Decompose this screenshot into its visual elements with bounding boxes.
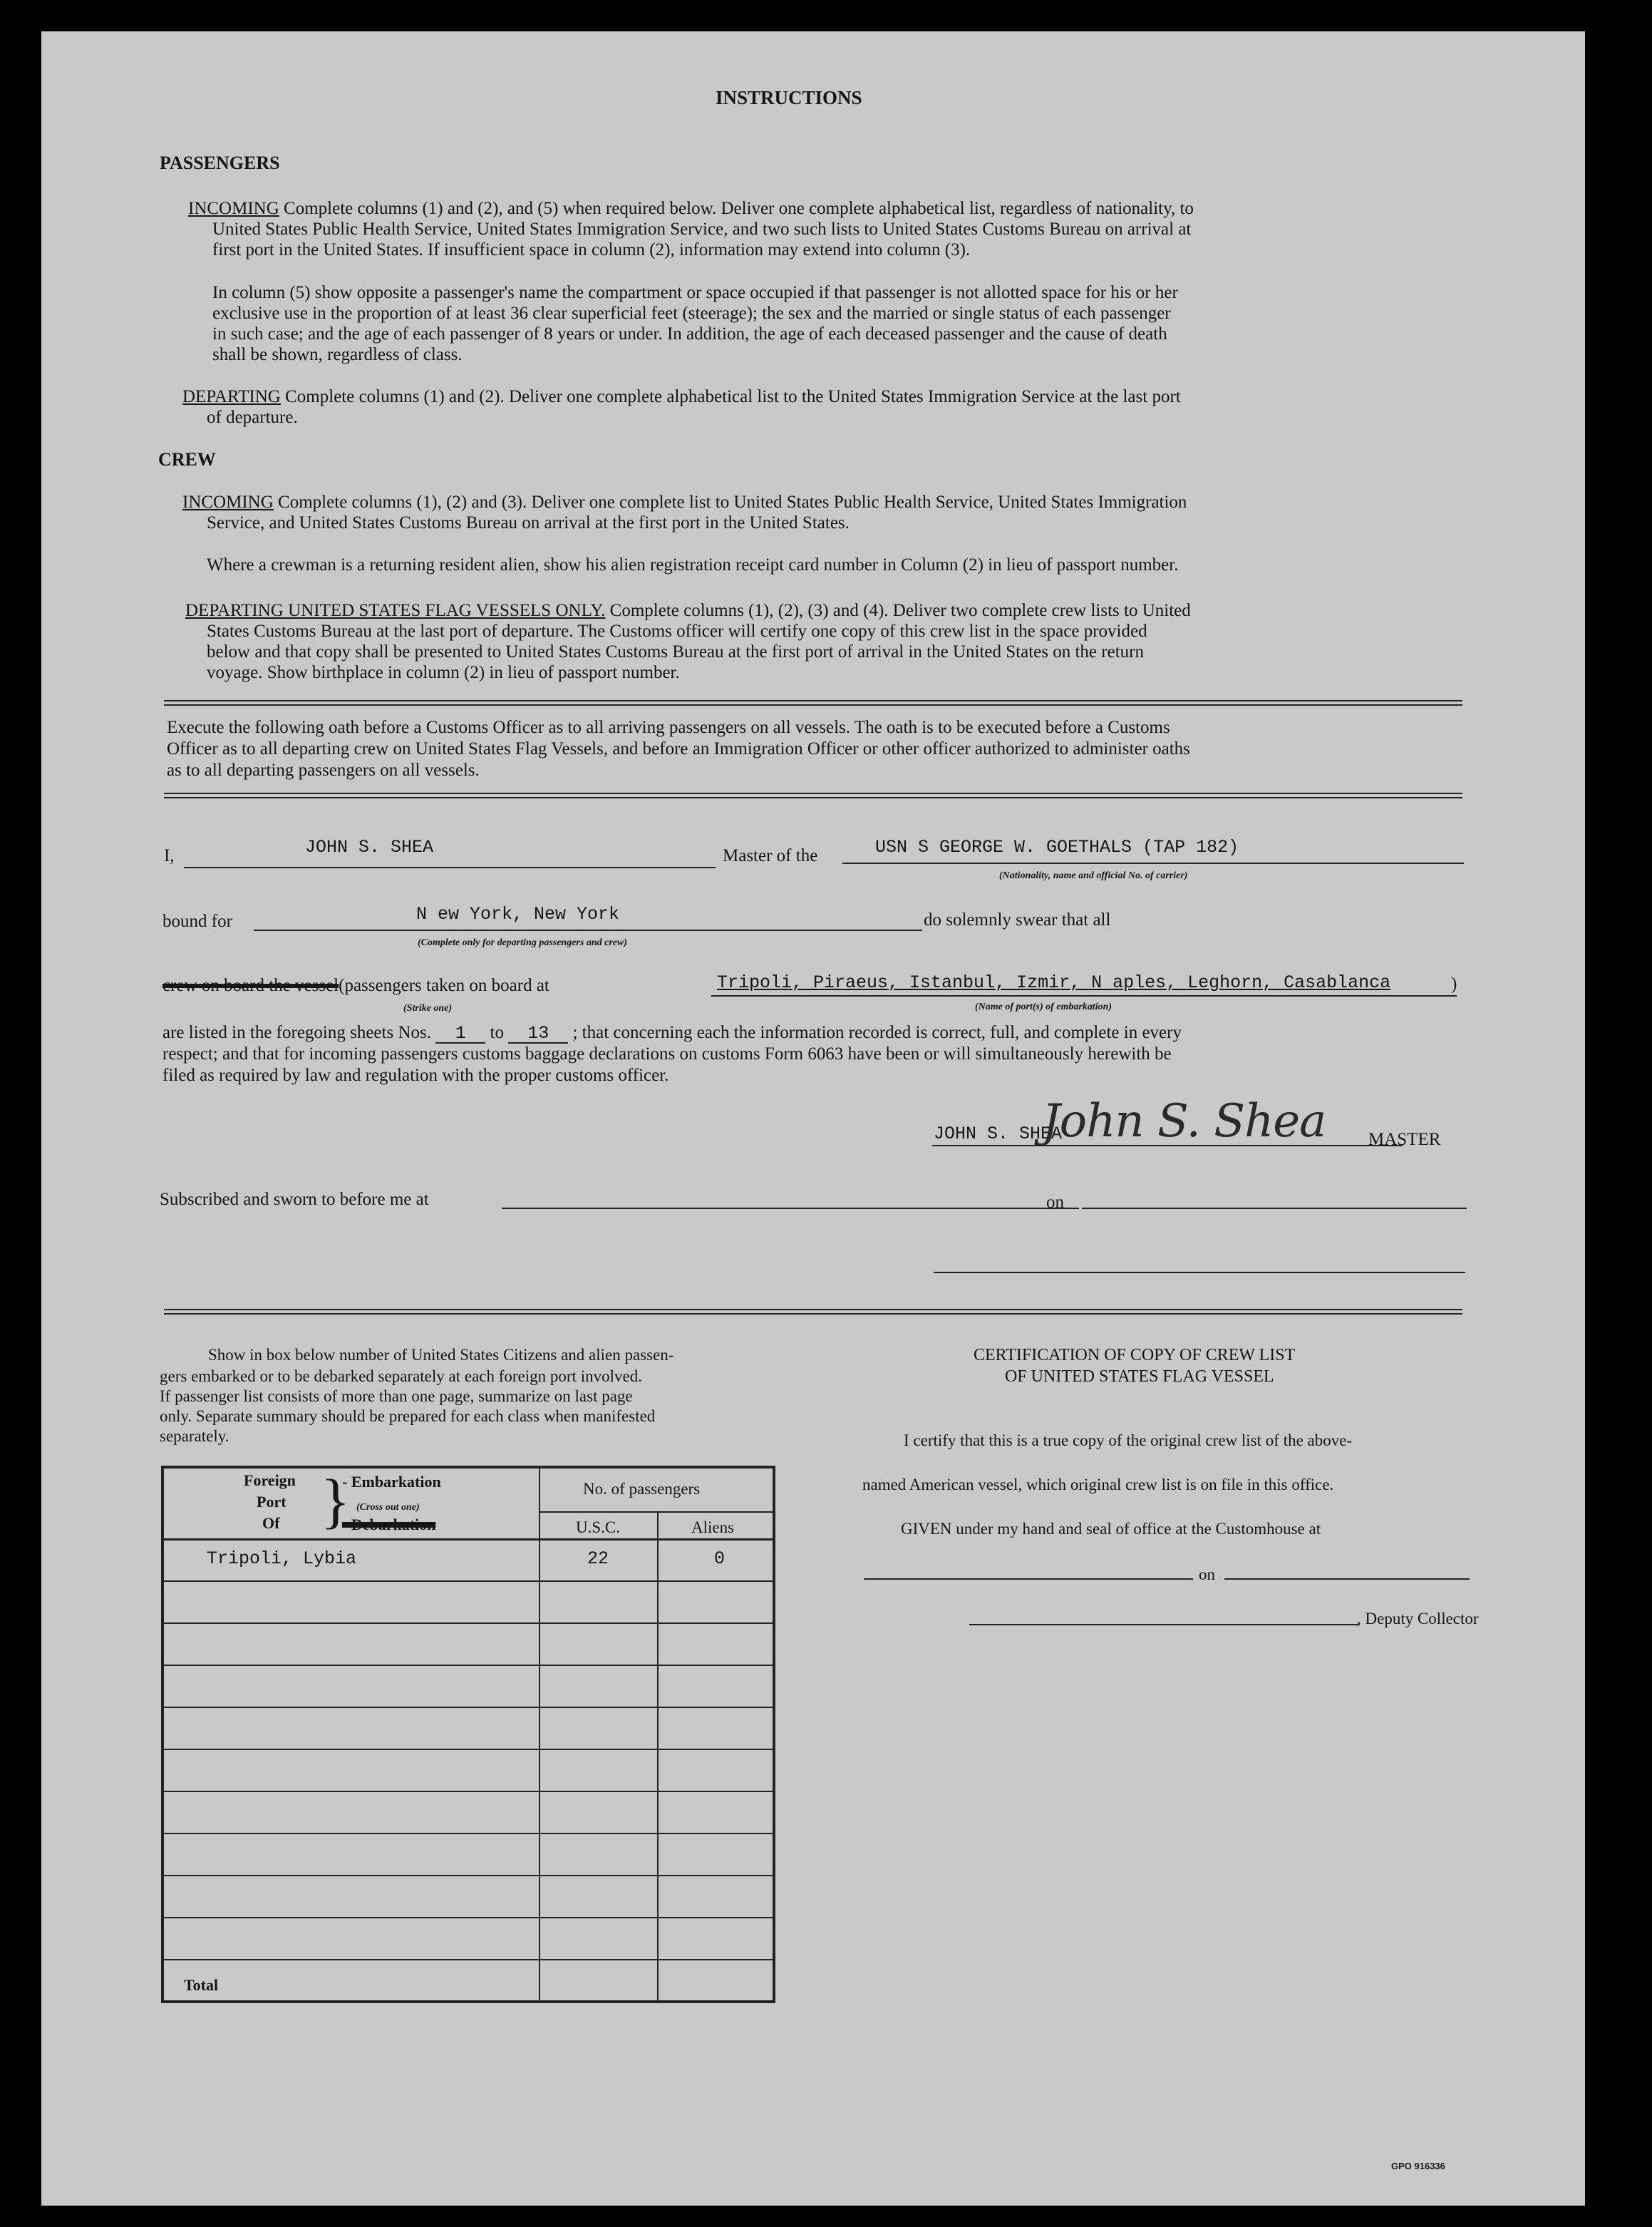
passengers-departing-line-1: DEPARTING Complete columns (1) and (2). Deliver one complete alphabetical list to the United States Immigration Service at the last port (182, 387, 1181, 406)
passengers-incoming-label: INCOMING (188, 199, 279, 218)
foreign-label: Foreign (244, 1471, 296, 1489)
bound-for-field[interactable]: N ew York, New York (416, 904, 620, 925)
master-label: MASTER (1368, 1130, 1441, 1149)
column5-line-2: exclusive use in the proportion of at least 36 clear superficial feet (steerage); the sex and the married or single status of each passenger (212, 304, 1171, 323)
table-row-divider (164, 1959, 773, 1960)
summary-line-5: separately. (160, 1427, 229, 1445)
swear-label: do solemnly swear that all (924, 910, 1111, 930)
divider-3 (164, 1309, 1462, 1315)
embarkation-label: - Embarkation (342, 1473, 441, 1491)
passenger-summary-table (161, 1466, 775, 2003)
table-row (164, 1707, 773, 1749)
column5-line-1: In column (5) show opposite a passenger's name the compartment or space occupied if that passenger is not allotted space for his or her (212, 283, 1178, 302)
deputy-label: , Deputy Collector (1357, 1610, 1479, 1627)
strike-caption: (Strike one) (403, 1003, 453, 1014)
crew-incoming-line-2: Service, and United States Customs Bureau on arrival at the first port in the United States. (207, 513, 850, 533)
bound-for-line (254, 930, 922, 931)
certify-line-1: I certify that this is a true copy of the original crew list of the above- (904, 1431, 1353, 1449)
table-row (164, 1791, 773, 1833)
oath-instructions-line-2: Officer as to all departing crew on United States Flag Vessels, and before an Immigration Officer or other officer authorized to administer oaths (167, 739, 1190, 758)
passengers-header: No. of passengers (583, 1480, 701, 1498)
crew-departing-label: DEPARTING UNITED STATES FLAG VESSELS ONLY. (185, 601, 606, 620)
crew-incoming-line-1: INCOMING Complete columns (1), (2) and (3). Deliver one complete list to United States Public Health Service, United States Immigration (182, 493, 1187, 512)
summary-line-1: Show in box below number of United States Citizens and alien passen- (208, 1346, 674, 1364)
master-name-line (184, 867, 716, 868)
passengers-heading: PASSENGERS (160, 153, 280, 173)
certification-title-2: OF UNITED STATES FLAG VESSEL (1005, 1367, 1274, 1386)
vessel-caption: (Nationality, name and official No. of carrier) (999, 870, 1188, 881)
sheet-to-field[interactable]: 13 (508, 1025, 568, 1044)
ports-close-paren: ) (1451, 974, 1457, 994)
table-row (164, 1622, 773, 1665)
column5-line-3: in such case; and the age of each passenger of 8 years or under. In addition, the age of each deceased passenger and the cause of death (212, 324, 1167, 344)
signature-typed: JOHN S. SHEA (934, 1123, 1063, 1144)
certify-line-2: named American vessel, which original crew list is on file in this office. (862, 1476, 1334, 1493)
column5-line-4: shall be shown, regardless of class. (212, 345, 463, 364)
signature-script: John S. Shea (1042, 1095, 1326, 1148)
debarkation-label: - Debarkation (342, 1516, 436, 1533)
row-usc-cell[interactable]: 22 (587, 1548, 609, 1569)
total-label: Total (184, 1976, 219, 1994)
usc-header: U.S.C. (576, 1518, 620, 1536)
ports-field[interactable]: Tripoli, Piraeus, Istanbul, Izmir, N aples, Leghorn, Casablanca (717, 972, 1391, 993)
crew-departing-line-2: States Customs Bureau at the last port of departure. The Customs officer will certify one copy of this crew list in the space provided (207, 622, 1147, 641)
table-row (164, 1875, 773, 1917)
officer-signature-line (934, 1272, 1465, 1273)
passengers-incoming-line-1: INCOMING Complete columns (1) and (2), and (5) when required below. Deliver one complete alphabetical list, regardless of nationality, to (188, 199, 1194, 218)
row-port-cell[interactable]: Tripoli, Lybia (207, 1548, 357, 1569)
master-name-field[interactable]: JOHN S. SHEA (305, 837, 434, 858)
crew-departing-line-4: voyage. Show birthplace in column (2) in lieu of passport number. (207, 663, 680, 682)
table-row (164, 1917, 773, 1959)
form-page (41, 31, 1585, 2206)
summary-line-2: gers embarked or to be debarked separately at each foreign port involved. (160, 1367, 642, 1385)
i-label: I, (164, 846, 175, 865)
port-label: Port (257, 1493, 286, 1511)
certification-on-label: on (1199, 1565, 1215, 1583)
passengers-departing-label: DEPARTING (182, 387, 281, 406)
customhouse-line (864, 1578, 1193, 1580)
passengers-incoming-line-3: first port in the United States. If insufficient space in column (2), information may extend into column (3). (212, 240, 971, 259)
bound-for-caption: (Complete only for departing passengers and crew) (418, 937, 627, 948)
table-row (164, 1833, 773, 1875)
passengers-incoming-line-2: United States Public Health Service, United States Immigration Service, and two such lists to United States Customs Bureau on arrival at (212, 220, 1192, 239)
subscribed-on-label: on (1046, 1193, 1064, 1212)
row-aliens-cell[interactable]: 0 (714, 1548, 726, 1569)
oath-instructions-line-1: Execute the following oath before a Customs Officer as to all arriving passengers on all vessels. The oath is to be executed before a Customs (167, 718, 1170, 737)
table-row (164, 1749, 773, 1791)
bound-for-label: bound for (162, 912, 232, 931)
page-title: INSTRUCTIONS (716, 87, 862, 108)
crew-departing-line-3: below and that copy shall be presented to United States Customs Bureau at the first port of arrival in the United States on the return (207, 642, 1144, 662)
summary-line-4: only. Separate summary should be prepared for each class when manifested (160, 1407, 656, 1425)
subscribed-label: Subscribed and sworn to before me at (160, 1190, 429, 1209)
aliens-header: Aliens (691, 1518, 735, 1536)
struck-option: crew on board the vessel(passengers taken on board at (162, 976, 549, 995)
subscribed-place-line (502, 1208, 1079, 1209)
divider-2 (164, 793, 1462, 798)
gpo-code: GPO 916336 (1391, 2161, 1445, 2171)
divider-1 (164, 700, 1462, 706)
certification-title-1: CERTIFICATION OF COPY OF CREW LIST (974, 1346, 1296, 1364)
summary-line-3: If passenger list consists of more than one page, summarize on last page (160, 1387, 633, 1405)
crew-incoming-label: INCOMING (182, 493, 274, 512)
given-line: GIVEN under my hand and seal of office at the Customhouse at (901, 1520, 1321, 1538)
table-row (164, 1665, 773, 1707)
cross-out-caption: (Cross out one) (356, 1502, 420, 1513)
vessel-line (842, 863, 1464, 864)
of-label: Of (262, 1514, 280, 1532)
table-row (164, 1580, 773, 1622)
ports-caption: (Name of port(s) of embarkation) (975, 1002, 1112, 1012)
resident-alien-line: Where a crewman is a returning resident alien, show his alien registration receipt card number in Column (2) in lieu of passport number. (207, 555, 1179, 575)
oath-instructions-line-3: as to all departing passengers on all vessels. (167, 761, 480, 780)
deputy-signature-line (969, 1624, 1358, 1625)
crew-departing-line-1: DEPARTING UNITED STATES FLAG VESSELS ONLY. Complete columns (1), (2), (3) and (4). Deliver two complete crew lists to United (185, 601, 1191, 620)
passengers-departing-line-2: of departure. (207, 408, 298, 427)
filed-line: filed as required by law and regulation with the proper customs officer. (162, 1066, 669, 1085)
master-of-label: Master of the (723, 846, 818, 865)
brace-icon: } (321, 1466, 351, 1535)
table-header-mid-line (539, 1511, 774, 1513)
certification-date-line (1224, 1578, 1470, 1580)
crew-heading: CREW (158, 449, 216, 470)
subscribed-date-line (1082, 1208, 1467, 1209)
table-row (164, 1538, 773, 1580)
sheets-line: are listed in the foregoing sheets Nos. 1 to 13 ; that concerning each the information recorded is correct, full, and complete in every (162, 1023, 1182, 1044)
sheet-from-field[interactable]: 1 (435, 1025, 485, 1044)
respect-line: respect; and that for incoming passengers customs baggage declarations on customs Form 6063 have been or will simultaneously herewith be (162, 1044, 1172, 1064)
vessel-field[interactable]: USN S GEORGE W. GOETHALS (TAP 182) (875, 837, 1239, 858)
